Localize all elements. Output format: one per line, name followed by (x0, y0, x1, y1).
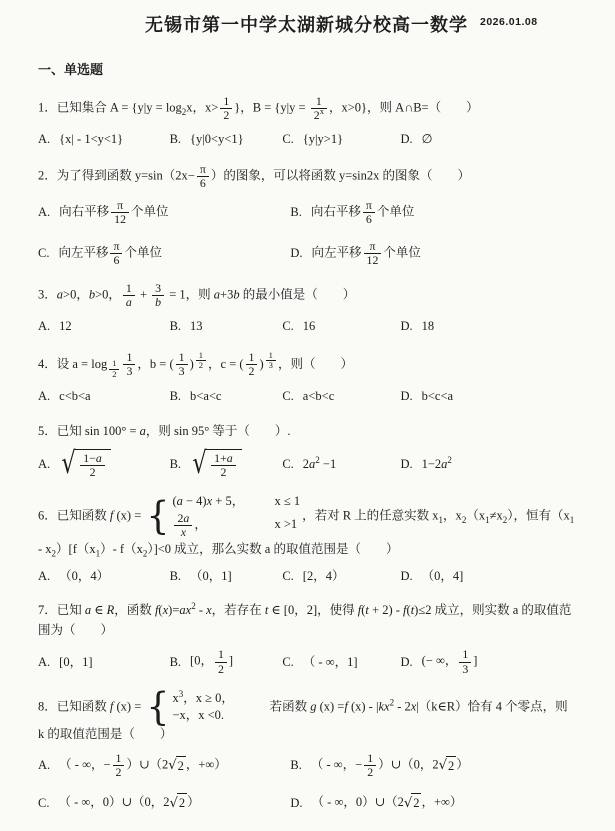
option-label: C. (282, 389, 294, 404)
exam-date: 2026.01.08 (480, 16, 538, 28)
option-B (290, 752, 575, 779)
option-content: （0，1] (190, 568, 232, 583)
option-label: D. (400, 568, 413, 583)
option-D (400, 387, 575, 406)
question-stem: 3．a>0，b>0， $\frac{1}{a}$ + $\frac{3}{b}$ = 1，则 a+3b 的最小值是（ ） (38, 280, 356, 309)
option-content: （0，4] (421, 568, 464, 583)
question-7 (38, 600, 575, 675)
option-content: （ - ∞，− $\frac{1}{2}$ ）∪（0，2 √ 2 ） (310, 750, 469, 779)
question-5 (38, 421, 575, 479)
option-label: B. (169, 131, 182, 146)
option-D (400, 567, 575, 586)
question-options (38, 445, 575, 481)
option-B (169, 445, 283, 481)
option-content: 向左平移 $\frac{\pi}{6}$ 个单位 (58, 238, 162, 267)
option-content: b<c<a (421, 389, 454, 404)
option-C (282, 455, 400, 474)
option-content: [2，4） (302, 568, 345, 583)
question-stem: 1．已知集合 $A = \{y|y = \log_2x$，x> $\frac{1}{2}$ }，B = {y|y = $\frac{1}{2^x}$ ，x>0}，则 A∩B=（ ） (38, 93, 479, 122)
option-content: [0，1] (59, 654, 93, 669)
radical-icon: √ (192, 445, 207, 481)
option-label: B. (169, 456, 182, 471)
option-content: 向右平移 $\frac{\pi}{6}$ 个单位 (310, 197, 415, 226)
option-label: A. (38, 456, 51, 471)
question-options (38, 567, 575, 586)
option-label: B. (169, 568, 182, 583)
option-A (38, 653, 170, 672)
option-label: C. (282, 456, 294, 471)
question-options (38, 317, 575, 336)
option-label: D. (400, 131, 413, 146)
option-label: C. (282, 131, 294, 146)
option-content: [0， $\frac{1}{2}$ ] (190, 647, 234, 676)
option-B (170, 317, 283, 336)
option-label: A. (38, 389, 51, 404)
question-stem: 8．已知函数 f (x) = { $x^3$，x ≥ 0， −x，x <0. 若函数 g (x) =f $(x) - |kx^2$ - 2x|（k∈R）恰有 4 个零点，则 k 的取值范围是（ ） (38, 683, 568, 741)
question-3 (38, 282, 575, 336)
question-1 (38, 95, 575, 149)
question-4 (38, 351, 575, 406)
option-label: D. (290, 245, 303, 260)
brace-icon: { (146, 683, 170, 729)
option-C (282, 317, 400, 336)
option-content: $2a^2 -1$ (302, 454, 337, 471)
option-label: A. (38, 204, 51, 219)
option-label: D. (400, 456, 413, 471)
question-stem: 4．设 a = log $_{\frac{1}{2}}$ $\frac{1}{3}$ ，b = ( $\frac{1}{3}$ ) $^{\frac{1}{2}}$ ，c = ( $\frac{1}{2}$ ) $^{\frac{1}{3}}$ ，则（ ） (38, 349, 353, 379)
question-stem: 2．为了得到函数 y=sin（2x− $\frac{\pi}{6}$ ）的图象，可以将函数 y=sin2x 的图象（ ） (38, 162, 470, 191)
option-C (282, 387, 400, 406)
option-B (290, 199, 575, 226)
option-D (400, 455, 575, 474)
question-stem: 6．已知函数 f (x) = { (a − 4)x + 5， x ≤ 1 $\frac{2a}{x}$ ， x >1 ，若对 R 上的任意实数 $x_1$，$x_2(x_1\ne x_2)$，恒有$(x_1 - x_2)[f(x_1)-$ $f(x_2)]<0$ 成立，那么实数 a 的取值范围是（ ） (38, 492, 575, 559)
option-label: B. (290, 204, 302, 219)
option-content: a<b<c (302, 389, 335, 404)
option-content: $1-2a^2$ (421, 454, 452, 471)
option-content: 向左平移 $\frac{\pi}{12}$ 个单位 (311, 238, 421, 267)
option-label: B. (169, 654, 182, 669)
brace-icon: { (146, 492, 170, 538)
option-B (170, 567, 283, 586)
option-D (290, 793, 575, 813)
option-B (170, 648, 283, 675)
question-6 (38, 494, 575, 586)
option-content: 13 (190, 318, 203, 333)
option-label: D. (290, 795, 303, 810)
radical-icon: √ (168, 757, 177, 773)
option-label: C. (282, 654, 294, 669)
option-content: c<b<a (59, 389, 91, 404)
question-stem: 5．已知 sin 100° = a，则 sin 95° 等于（ ）. (38, 423, 291, 438)
option-label: A. (38, 318, 51, 333)
option-content: 12 (59, 318, 72, 333)
option-A (38, 199, 290, 226)
option-D (400, 130, 575, 149)
option-label: C. (38, 795, 50, 810)
radical-icon: √ (61, 445, 76, 481)
option-A (38, 567, 170, 586)
option-label: A. (38, 654, 51, 669)
option-C (282, 567, 400, 586)
option-C (38, 793, 290, 813)
option-label: B. (169, 318, 182, 333)
option-content: 16 (302, 318, 316, 333)
option-content: （ - ∞，1] (302, 654, 358, 669)
question-options (38, 752, 575, 813)
option-label: B. (290, 758, 302, 772)
question-options (38, 648, 575, 675)
section-label: 一、单选题 (38, 62, 104, 77)
question-options (38, 199, 575, 267)
option-label: C. (282, 568, 294, 583)
option-content: （0，4） (59, 568, 110, 583)
option-content: b<a<c (190, 389, 222, 404)
question-2 (38, 163, 575, 266)
question-8 (38, 683, 575, 813)
option-B (170, 387, 283, 406)
option-label: D. (400, 654, 413, 669)
option-C (282, 130, 400, 149)
option-content: （ - ∞，− $\frac{1}{2}$ ）∪（2 √ 2 ，+∞） (59, 750, 227, 779)
option-D (290, 240, 575, 267)
option-label: C. (282, 318, 294, 333)
option-content: （ - ∞，0）∪（0，2 √ 2 ） (58, 793, 199, 813)
option-content: {y|0<y<1} (190, 131, 244, 146)
option-D (400, 648, 575, 675)
radical-icon: √ (438, 757, 447, 773)
option-content: （ - ∞，0）∪（2 √ 2 ，+∞） (312, 793, 463, 813)
option-content: {x| - 1<y<1} (59, 131, 124, 146)
question-stem: 7．已知 a ∈ R，函数 $f(x)=ax^2 - x$，若存在 t ∈ [0，2]，使得 f(t + 2) - f(t)≤2 成立，则实数 a 的取值范围为（ ） (38, 601, 572, 638)
exam-header (38, 12, 575, 46)
option-content: (− ∞， $\frac{1}{3}$ ] (421, 647, 478, 676)
option-label: C. (38, 245, 50, 260)
option-content: √ $\frac{1+a}{2}$ (190, 449, 242, 479)
option-A (38, 445, 170, 481)
option-label: D. (400, 318, 413, 333)
option-D (400, 317, 575, 336)
option-content: √ $\frac{1-a}{2}$ (59, 449, 111, 479)
radical-icon: √ (403, 795, 413, 811)
option-label: A. (38, 131, 51, 146)
option-content: {y|y>1} (302, 131, 344, 146)
page-title: 无锡市第一中学太湖新城分校高一数学 (145, 15, 468, 35)
question-options (38, 130, 575, 149)
option-B (170, 130, 283, 149)
option-A (38, 317, 170, 336)
option-content: 18 (421, 318, 435, 333)
option-label: A. (38, 568, 51, 583)
option-content: ∅ (421, 131, 433, 146)
radical-icon: √ (169, 795, 178, 811)
option-A (38, 752, 290, 779)
option-content: 向右平移 $\frac{\pi}{12}$ 个单位 (59, 197, 169, 226)
option-C (282, 653, 400, 672)
option-label: A. (38, 758, 51, 772)
option-label: B. (169, 389, 182, 404)
question-options (38, 387, 575, 406)
option-C (38, 240, 290, 267)
option-A (38, 130, 170, 149)
option-label: D. (400, 389, 413, 404)
option-A (38, 387, 170, 406)
